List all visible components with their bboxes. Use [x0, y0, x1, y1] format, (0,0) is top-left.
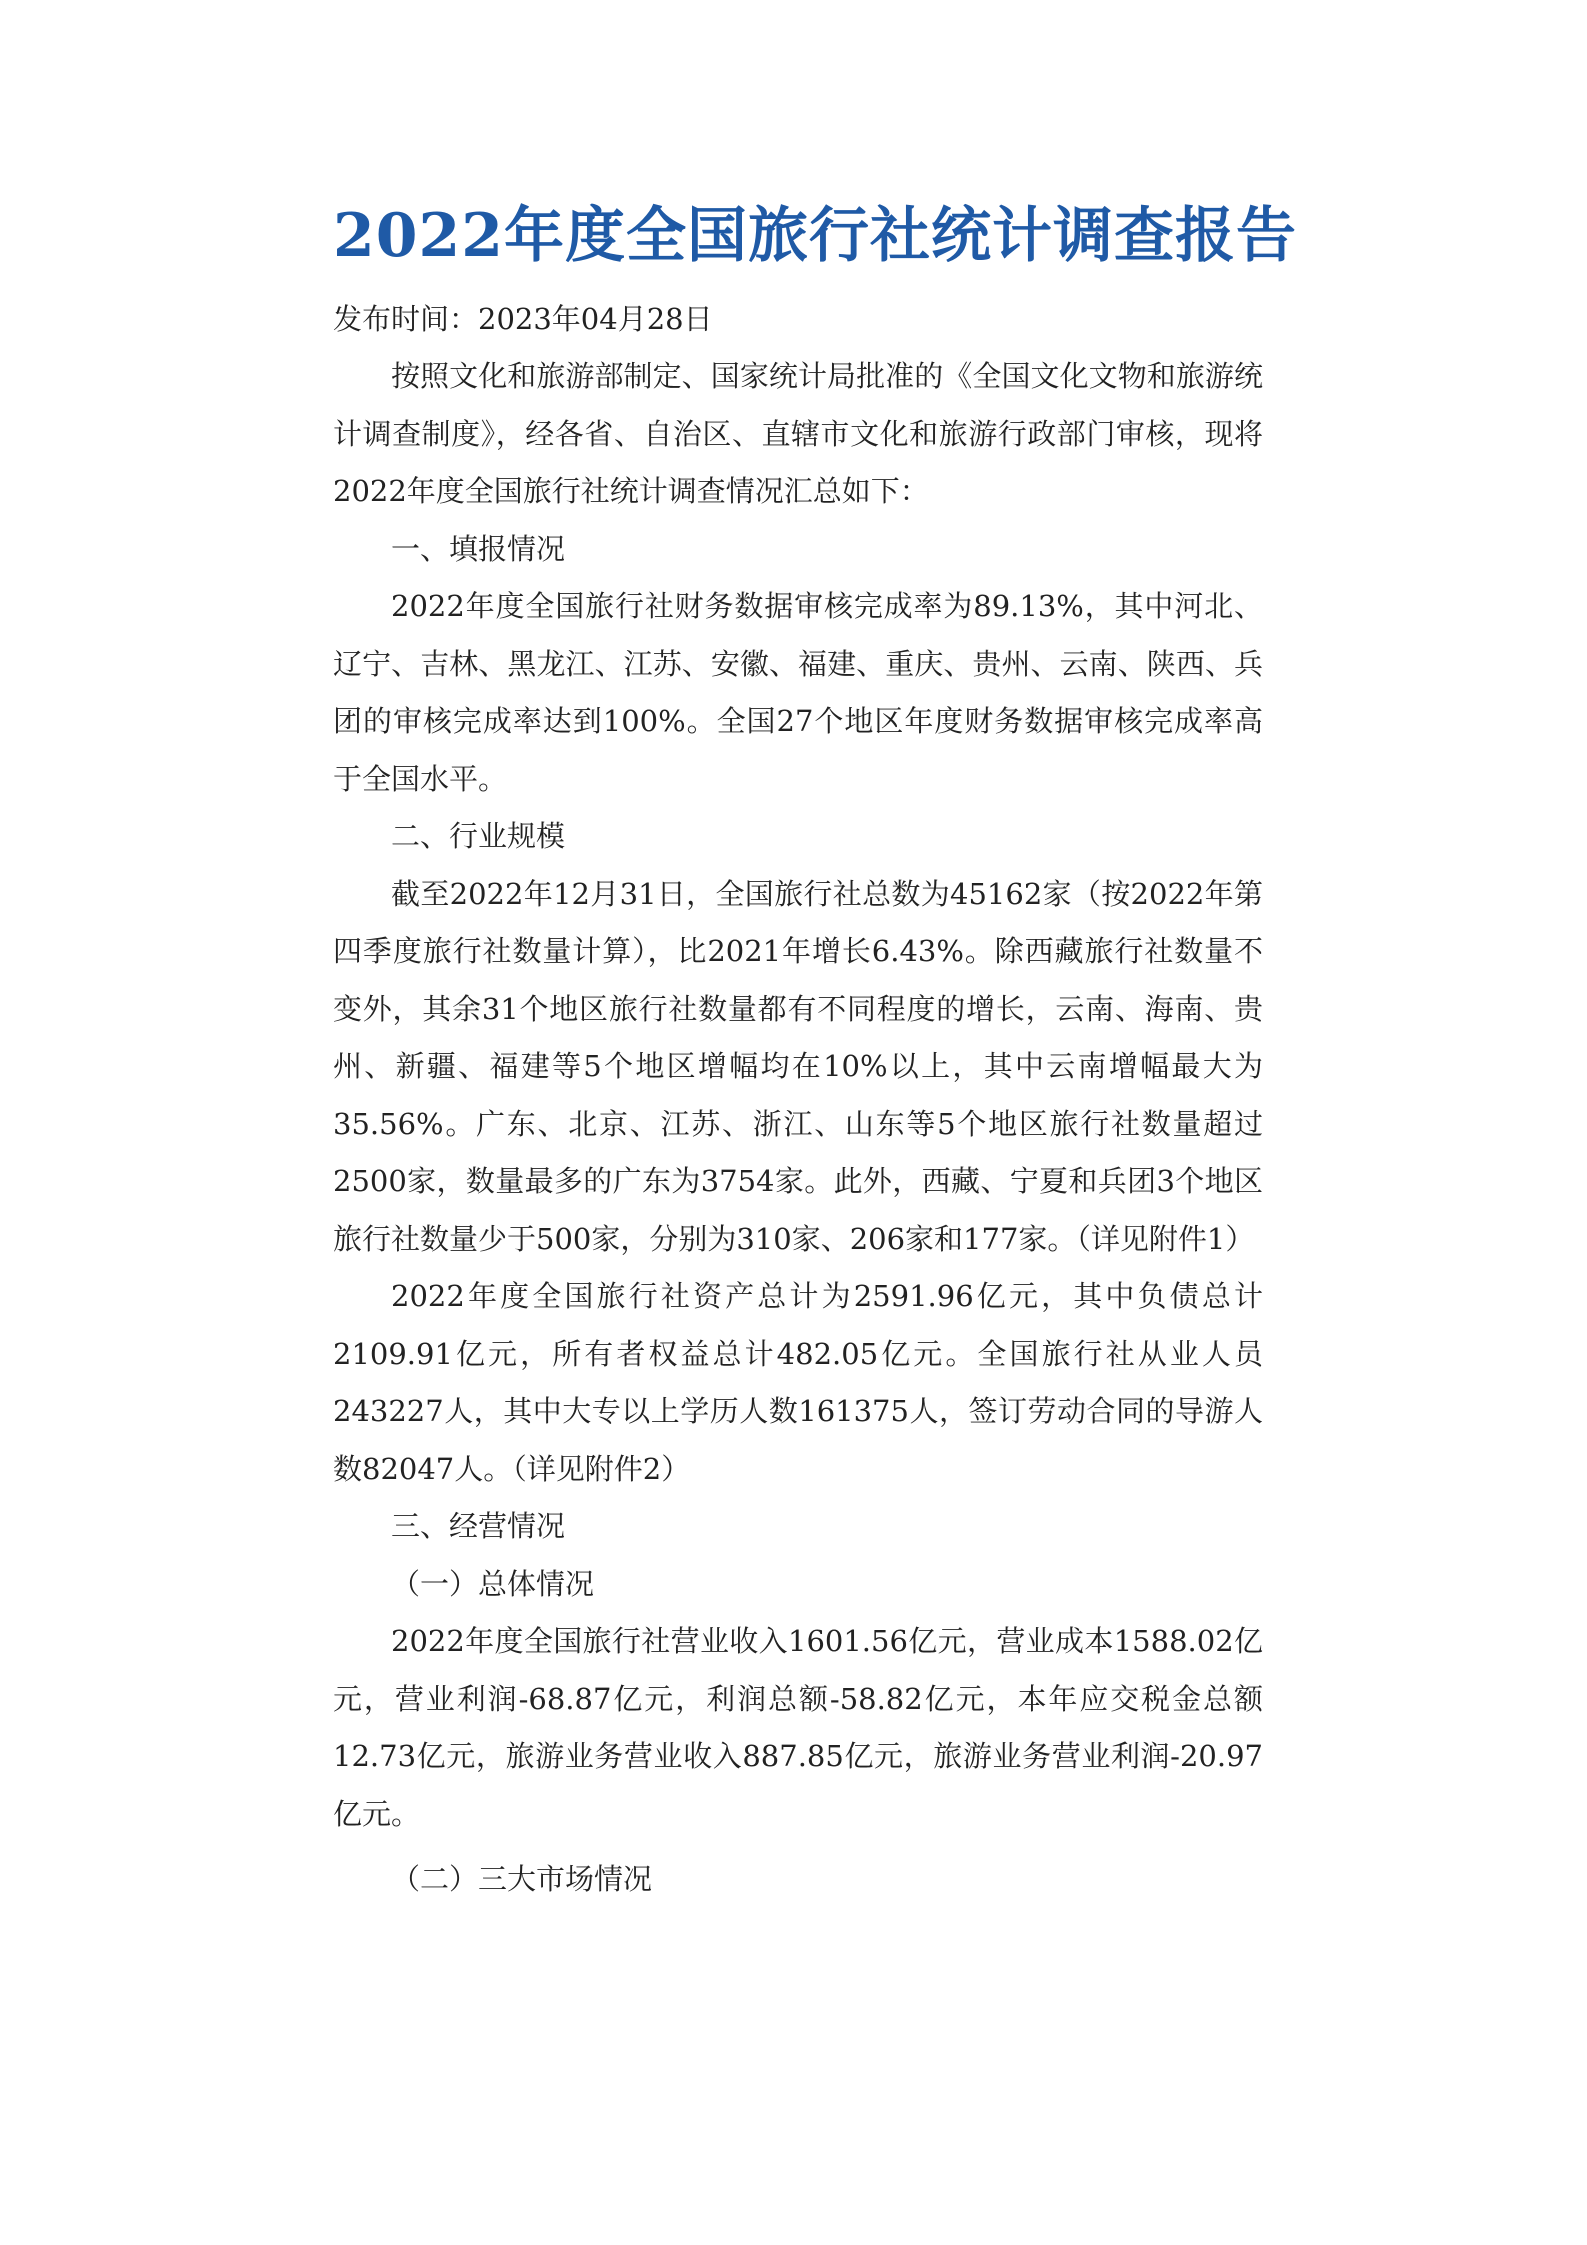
filing-paragraph: 2022年度全国旅行社财务数据审核完成率为89.13%，其中河北、辽宁、吉林、黑龙江、江苏、安徽、福建、重庆、贵州、云南、陕西、兵团的审核完成率达到100%。全国27个地区年度财务数据审核完成率高于全国水平。 [333, 589, 1263, 796]
section-heading-filing: 一、填报情况 [391, 531, 566, 566]
intro-paragraph: 按照文化和旅游部制定、国家统计局批准的《全国文化文物和旅游统计调查制度》，经各省、自治区、直辖市文化和旅游行政部门审核，现将2022年度全国旅行社统计调查情况汇总如下： [333, 359, 1263, 508]
section-heading-scale: 二、行业规模 [391, 819, 566, 853]
document-body [333, 200, 1297, 1909]
subheading-overall: （一）总体情况 [391, 1566, 595, 1601]
section-heading-operations: 三、经营情况 [391, 1509, 566, 1543]
scale-paragraph-assets: 2022年度全国旅行社资产总计为2591.96亿元，其中负债总计2109.91亿元，所有者权益总计482.05亿元。全国旅行社从业人员243227人，其中大专以上学历人数161375人，签订劳动合同的导游人数82047人。（详见附件2） [333, 1279, 1263, 1486]
overall-paragraph: 2022年度全国旅行社营业收入1601.56亿元，营业成本1588.02亿元，营业利润-68.87亿元，利润总额-58.82亿元，本年应交税金总额12.73亿元，旅游业务营业收入887.85亿元，旅游业务营业利润-20.97亿元。 [333, 1624, 1263, 1831]
subheading-three-markets: （二）三大市场情况 [391, 1862, 653, 1896]
document-title: 2022年度全国旅行社统计调查报告 [333, 201, 1297, 271]
publish-date: 发布时间：2023年04月28日 [333, 302, 713, 336]
scale-paragraph-count: 截至2022年12月31日，全国旅行社总数为45162家（按2022年第四季度旅行社数量计算），比2021年增长6.43%。除西藏旅行社数量不变外，其余31个地区旅行社数量都有不同程度的增长，云南、海南、贵州、新疆、福建等5个地区增幅均在10%以上，其中云南增幅最大为35.56%。广东、北京、江苏、浙江、山东等5个地区旅行社数量超过2500家，数量最多的广东为3754家。此外，西藏、宁夏和兵团3个地区旅行社数量少于500家，分别为310家、206家和177家。（详见附件1） [333, 876, 1263, 1256]
